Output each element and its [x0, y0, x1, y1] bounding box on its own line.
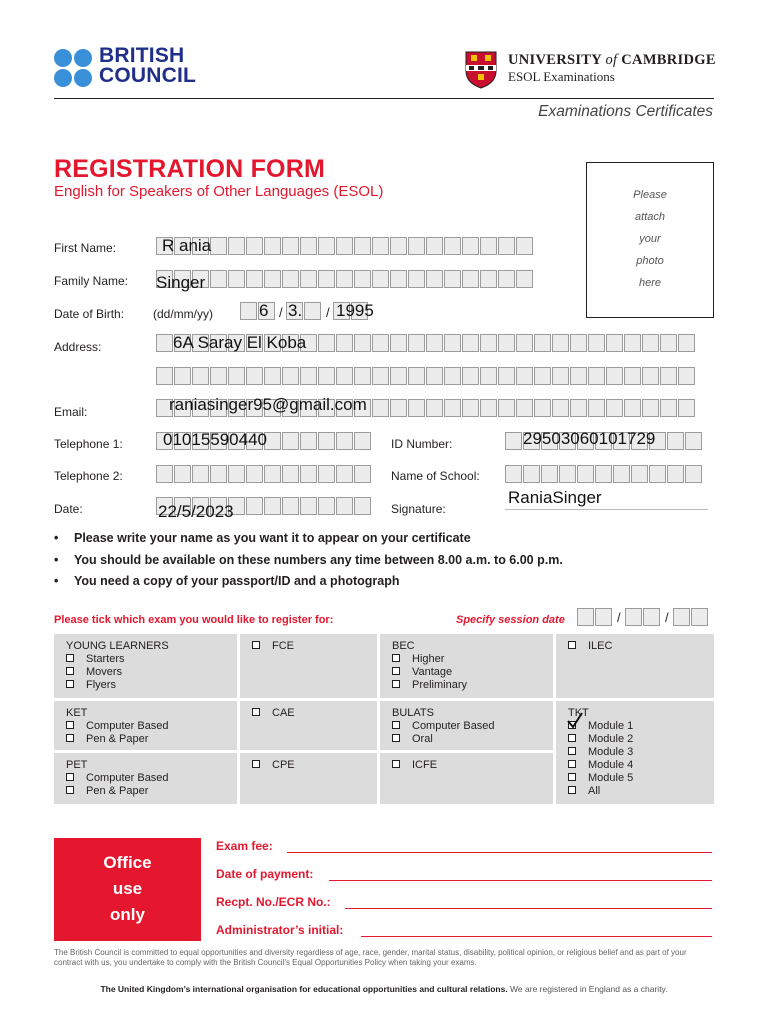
- photo-text-1: Please: [633, 189, 667, 201]
- letter-box: [625, 608, 642, 626]
- ilec-cell[interactable]: [556, 634, 714, 698]
- tkt-option[interactable]: Module 4: [568, 759, 714, 772]
- letter-box: [246, 497, 263, 515]
- letter-box: [210, 270, 227, 288]
- photo-box[interactable]: [586, 162, 714, 318]
- pet-title: PET: [66, 759, 88, 771]
- letter-box: [516, 237, 533, 255]
- letter-box: [678, 334, 695, 352]
- checkbox-icon[interactable]: [568, 773, 576, 781]
- letter-box: [588, 334, 605, 352]
- bulats-option[interactable]: Computer Based: [392, 720, 553, 733]
- equal-opportunities-notice: The British Council is committed to equal opportunities and diversity regardless of age, race, gender, marital status, disability, political opinion, or religious belief and as part of your contract with us, you undertake to comply with the British Council’s Equal Opportunities Policy when taking your exams.: [54, 948, 687, 967]
- letter-box: [282, 237, 299, 255]
- session-day-field[interactable]: [577, 608, 613, 626]
- letter-box: [649, 465, 666, 483]
- letter-box: [336, 270, 353, 288]
- letter-box: [667, 465, 684, 483]
- letter-box: [444, 270, 461, 288]
- exam-grid: [54, 634, 714, 804]
- checkbox-icon[interactable]: [66, 721, 74, 729]
- letter-box: [372, 237, 389, 255]
- exam-fee-line[interactable]: [287, 852, 712, 853]
- letter-box: [570, 334, 587, 352]
- photo-text-4: photo: [636, 255, 664, 267]
- letter-box: [336, 465, 353, 483]
- letter-box: [240, 302, 257, 320]
- letter-box: [174, 367, 191, 385]
- cae-cell[interactable]: [240, 701, 377, 750]
- family-name-field[interactable]: [156, 270, 534, 288]
- cambridge-subtitle: ESOL Examinations: [508, 69, 615, 84]
- id-number-label: ID Number:: [391, 437, 453, 451]
- letter-box: [516, 367, 533, 385]
- icfe-cell[interactable]: [380, 753, 553, 804]
- letter-box: [534, 367, 551, 385]
- dob-year-value: 1995: [336, 301, 374, 320]
- letter-box: [408, 399, 425, 417]
- ket-title: KET: [66, 707, 88, 719]
- cpe-label: CPE: [272, 759, 295, 771]
- letter-box: [631, 465, 648, 483]
- letter-box: [318, 270, 335, 288]
- checkbox-icon[interactable]: [392, 734, 400, 742]
- checkbox-icon[interactable]: [252, 708, 260, 716]
- letter-box: [660, 367, 677, 385]
- letter-box: [354, 270, 371, 288]
- letter-box: [444, 367, 461, 385]
- instruction-item: • You need a copy of your passport/ID and a photograph: [54, 574, 400, 588]
- checkbox-icon[interactable]: [66, 734, 74, 742]
- school-label: Name of School:: [391, 469, 480, 483]
- letter-box: [300, 270, 317, 288]
- letter-box: [390, 334, 407, 352]
- letter-box: [354, 334, 371, 352]
- bec-option[interactable]: Vantage: [392, 666, 553, 679]
- letter-box: [354, 432, 371, 450]
- pet-option[interactable]: Pen & Paper: [66, 785, 237, 798]
- photo-text-2: attach: [635, 211, 665, 223]
- checkbox-icon[interactable]: [392, 654, 400, 662]
- letter-box: [264, 237, 281, 255]
- letter-box: [336, 334, 353, 352]
- pet-cell: [54, 753, 237, 804]
- letter-box: [354, 367, 371, 385]
- letter-box: [300, 432, 317, 450]
- letter-box: [408, 237, 425, 255]
- letter-box: [643, 608, 660, 626]
- letter-box: [246, 465, 263, 483]
- exam-tick-heading: Please tick which exam you would like to register for:: [54, 614, 334, 626]
- young-learners-title: YOUNG LEARNERS: [66, 640, 169, 652]
- dob-label: Date of Birth:: [54, 307, 125, 321]
- checkbox-icon[interactable]: [392, 760, 400, 768]
- letter-box: [552, 399, 569, 417]
- office-text-1: Office: [103, 853, 152, 872]
- ilec-label: ILEC: [588, 640, 613, 652]
- letter-box: [685, 432, 702, 450]
- letter-box: [264, 497, 281, 515]
- checkbox-icon[interactable]: [252, 641, 260, 649]
- telephone-2-label: Telephone 2:: [54, 469, 123, 483]
- letter-box: [516, 270, 533, 288]
- email-label: Email:: [54, 405, 88, 419]
- letter-box: [300, 497, 317, 515]
- letter-box: [318, 237, 335, 255]
- letter-box: [444, 399, 461, 417]
- checkbox-icon[interactable]: [66, 667, 74, 675]
- british-council-dots-icon: [54, 49, 94, 89]
- letter-box: [372, 270, 389, 288]
- checkbox-icon[interactable]: [568, 747, 576, 755]
- letter-box: [300, 367, 317, 385]
- letter-box: [498, 367, 515, 385]
- letter-box: [606, 399, 623, 417]
- first-name-label: First Name:: [54, 241, 117, 255]
- cambridge-shield-icon: [465, 51, 497, 89]
- fce-cell[interactable]: [240, 634, 377, 698]
- letter-box: [336, 432, 353, 450]
- signature-label: Signature:: [391, 502, 446, 516]
- letter-box: [426, 237, 443, 255]
- office-use-box: [54, 838, 201, 941]
- dob-format: (dd/mm/yy): [153, 307, 213, 321]
- address-label: Address:: [54, 340, 102, 354]
- bec-option[interactable]: Preliminary: [392, 679, 553, 692]
- letter-box: [523, 465, 540, 483]
- fce-label: FCE: [272, 640, 294, 652]
- letter-box: [498, 270, 515, 288]
- young-learners-option[interactable]: Starters: [66, 653, 237, 666]
- letter-box: [282, 465, 299, 483]
- letter-box: [660, 399, 677, 417]
- instruction-item: • Please write your name as you want it to appear on your certificate: [54, 531, 471, 545]
- letter-box: [505, 432, 522, 450]
- letter-box: [444, 334, 461, 352]
- letter-box: [156, 334, 173, 352]
- letter-box: [390, 367, 407, 385]
- letter-box: [480, 367, 497, 385]
- letter-box: [228, 465, 245, 483]
- letter-box: [462, 399, 479, 417]
- bec-cell: [380, 634, 553, 698]
- letter-box: [588, 399, 605, 417]
- letter-box: [336, 367, 353, 385]
- ket-option[interactable]: Computer Based: [66, 720, 237, 733]
- first-name-value: R ania: [162, 236, 212, 255]
- checkbox-icon[interactable]: [66, 680, 74, 688]
- letter-box: [282, 367, 299, 385]
- session-month-field[interactable]: [625, 608, 661, 626]
- bec-title: BEC: [392, 640, 415, 652]
- letter-box: [228, 270, 245, 288]
- school-field[interactable]: [505, 465, 703, 483]
- letter-box: [678, 399, 695, 417]
- bulats-cell: [380, 701, 553, 750]
- letter-box: [408, 367, 425, 385]
- letter-box: [390, 270, 407, 288]
- letter-box: [505, 465, 522, 483]
- letter-box: [372, 334, 389, 352]
- bc-line-2: COUNCIL: [99, 64, 197, 87]
- bc-line-1: BRITISH: [99, 44, 185, 67]
- letter-box: [624, 334, 641, 352]
- signature-value: RaniaSinger: [508, 488, 602, 507]
- letter-box: [192, 367, 209, 385]
- letter-box: [642, 334, 659, 352]
- date-of-payment-label: Date of payment:: [216, 867, 314, 881]
- ket-option[interactable]: Pen & Paper: [66, 733, 237, 746]
- letter-box: [480, 399, 497, 417]
- checkbox-icon[interactable]: [392, 680, 400, 688]
- letter-box: [570, 399, 587, 417]
- letter-box: [390, 399, 407, 417]
- id-number-value: 29503060101729: [523, 429, 656, 448]
- letter-box: [498, 334, 515, 352]
- footer-text: The United Kingdom’s international organisation for educational opportunities and cultural relations. We are registered in England as a charity.: [100, 984, 668, 994]
- exam-fee-label: Exam fee:: [216, 839, 273, 853]
- letter-box: [426, 270, 443, 288]
- letter-box: [642, 367, 659, 385]
- letter-box: [336, 497, 353, 515]
- letter-box: [480, 334, 497, 352]
- letter-box: [318, 334, 335, 352]
- bulats-title: BULATS: [392, 707, 434, 719]
- letter-box: [408, 270, 425, 288]
- letter-box: [667, 432, 684, 450]
- letter-box: [685, 465, 702, 483]
- letter-box: [534, 334, 551, 352]
- letter-box: [264, 270, 281, 288]
- letter-box: [660, 334, 677, 352]
- letter-box: [595, 465, 612, 483]
- address-field-line-2[interactable]: [156, 367, 696, 385]
- dob-day-field[interactable]: [240, 302, 276, 320]
- young-learners-option[interactable]: Movers: [66, 666, 237, 679]
- letter-box: [210, 367, 227, 385]
- letter-box: [318, 432, 335, 450]
- letter-box: [462, 334, 479, 352]
- dob-day-value: 6: [259, 301, 269, 320]
- letter-box: [462, 270, 479, 288]
- letter-box: [174, 465, 191, 483]
- letter-box: [516, 399, 533, 417]
- checkmark-icon: [566, 712, 584, 730]
- receipt-number-label: Recpt. No./ECR No.:: [216, 895, 331, 909]
- letter-box: [642, 399, 659, 417]
- first-name-field[interactable]: [156, 237, 534, 255]
- letter-box: [408, 334, 425, 352]
- tkt-cell: [556, 701, 714, 804]
- address-value: 6A Saray El Koba: [173, 333, 307, 352]
- letter-box: [282, 497, 299, 515]
- british-council-logo: [54, 44, 204, 92]
- tkt-title: TKT: [568, 707, 589, 719]
- checkbox-icon[interactable]: [66, 786, 74, 794]
- date-value: 22/5/2023: [158, 502, 234, 521]
- letter-box: [444, 237, 461, 255]
- letter-box: [228, 237, 245, 255]
- letter-box: [595, 608, 612, 626]
- letter-box: [606, 334, 623, 352]
- checkbox-icon[interactable]: [568, 786, 576, 794]
- young-learners-option[interactable]: Flyers: [66, 679, 237, 692]
- page-title: REGISTRATION FORM: [54, 155, 325, 183]
- letter-box: [462, 237, 479, 255]
- letter-box: [570, 367, 587, 385]
- examinations-certificates: Examinations Certificates: [538, 103, 713, 120]
- photo-text-3: your: [639, 233, 661, 245]
- letter-box: [624, 367, 641, 385]
- instructions-list: [54, 531, 563, 596]
- administrator-initial-label: Administrator’s initial:: [216, 923, 344, 937]
- ket-cell: [54, 701, 237, 750]
- letter-box: [552, 334, 569, 352]
- letter-box: [673, 608, 690, 626]
- letter-box: [480, 270, 497, 288]
- letter-box: [559, 465, 576, 483]
- checkbox-icon[interactable]: [568, 760, 576, 768]
- letter-box: [691, 608, 708, 626]
- cambridge-title: UNIVERSITY of CAMBRIDGE: [508, 52, 716, 68]
- letter-box: [228, 367, 245, 385]
- signature-line: [505, 509, 708, 510]
- letter-box: [480, 237, 497, 255]
- letter-box: [300, 465, 317, 483]
- letter-box: [577, 608, 594, 626]
- letter-box: [541, 465, 558, 483]
- letter-box: [552, 367, 569, 385]
- letter-box: [336, 237, 353, 255]
- photo-text-5: here: [638, 277, 662, 289]
- letter-box: [282, 432, 299, 450]
- cae-label: CAE: [272, 707, 295, 719]
- date-label: Date:: [54, 502, 83, 516]
- letter-box: [613, 465, 630, 483]
- office-text-2: use: [112, 879, 143, 898]
- young-learners-cell: [54, 634, 237, 698]
- family-name-label: Family Name:: [54, 274, 129, 288]
- letter-box: [498, 237, 515, 255]
- tkt-option[interactable]: Module 3: [568, 746, 714, 759]
- tkt-option-checked[interactable]: Module 1: [568, 720, 714, 733]
- header-divider: [54, 98, 714, 99]
- letter-box: [246, 367, 263, 385]
- letter-box: [318, 465, 335, 483]
- letter-box: [588, 367, 605, 385]
- letter-box: [304, 302, 321, 320]
- letter-box: [354, 237, 371, 255]
- letter-box: [624, 399, 641, 417]
- letter-box: [462, 367, 479, 385]
- letter-box: [192, 465, 209, 483]
- checkbox-icon[interactable]: [392, 721, 400, 729]
- letter-box: [390, 237, 407, 255]
- letter-box: [606, 367, 623, 385]
- letter-box: [577, 465, 594, 483]
- family-name-value: Singer: [156, 273, 206, 292]
- letter-box: [426, 334, 443, 352]
- checkbox-icon[interactable]: [392, 667, 400, 675]
- pet-option[interactable]: Computer Based: [66, 772, 237, 785]
- letter-box: [318, 497, 335, 515]
- letter-box: [354, 497, 371, 515]
- letter-box: [156, 465, 173, 483]
- letter-box: [264, 465, 281, 483]
- letter-box: [426, 399, 443, 417]
- instruction-item: • You should be available on these numbers any time between 8.00 a.m. to 6.00 p.m.: [54, 552, 563, 567]
- email-value: raniasinger95@gmail.com: [169, 395, 367, 414]
- letter-box: [516, 334, 533, 352]
- cpe-cell[interactable]: [240, 753, 377, 804]
- tkt-option[interactable]: Module 5: [568, 772, 714, 785]
- letter-box: [264, 367, 281, 385]
- letter-box: [498, 399, 515, 417]
- letter-box: [300, 237, 317, 255]
- letter-box: [354, 465, 371, 483]
- letter-box: [210, 237, 227, 255]
- letter-box: [318, 367, 335, 385]
- dob-month-value: 3.: [288, 301, 303, 320]
- bec-option[interactable]: Higher: [392, 653, 553, 666]
- checkbox-icon[interactable]: [568, 734, 576, 742]
- letter-box: [372, 399, 389, 417]
- checkbox-icon[interactable]: [66, 654, 74, 662]
- letter-box: [246, 237, 263, 255]
- checkbox-icon[interactable]: [252, 760, 260, 768]
- administrator-initial-line[interactable]: [361, 936, 712, 937]
- page-subtitle: English for Speakers of Other Languages (ESOL): [54, 183, 384, 200]
- session-year-field[interactable]: [673, 608, 709, 626]
- office-text-3: only: [110, 905, 145, 924]
- letter-box: [426, 367, 443, 385]
- checkbox-icon[interactable]: [66, 773, 74, 781]
- tkt-option[interactable]: All: [568, 785, 714, 798]
- letter-box: [534, 399, 551, 417]
- icfe-label: ICFE: [412, 759, 438, 771]
- tkt-option[interactable]: Module 2: [568, 733, 714, 746]
- letter-box: [156, 367, 173, 385]
- checkbox-icon[interactable]: [568, 641, 576, 649]
- date-of-payment-line[interactable]: [329, 880, 712, 881]
- letter-box: [210, 465, 227, 483]
- telephone-2-field[interactable]: [156, 465, 372, 483]
- telephone-1-label: Telephone 1:: [54, 437, 123, 451]
- session-date-label: Specify session date: [456, 614, 565, 626]
- bulats-option[interactable]: Oral: [392, 733, 553, 746]
- letter-box: [372, 367, 389, 385]
- receipt-number-line[interactable]: [345, 908, 712, 909]
- letter-box: [678, 367, 695, 385]
- letter-box: [282, 270, 299, 288]
- telephone-1-value: 01015590440: [163, 430, 268, 449]
- letter-box: [246, 270, 263, 288]
